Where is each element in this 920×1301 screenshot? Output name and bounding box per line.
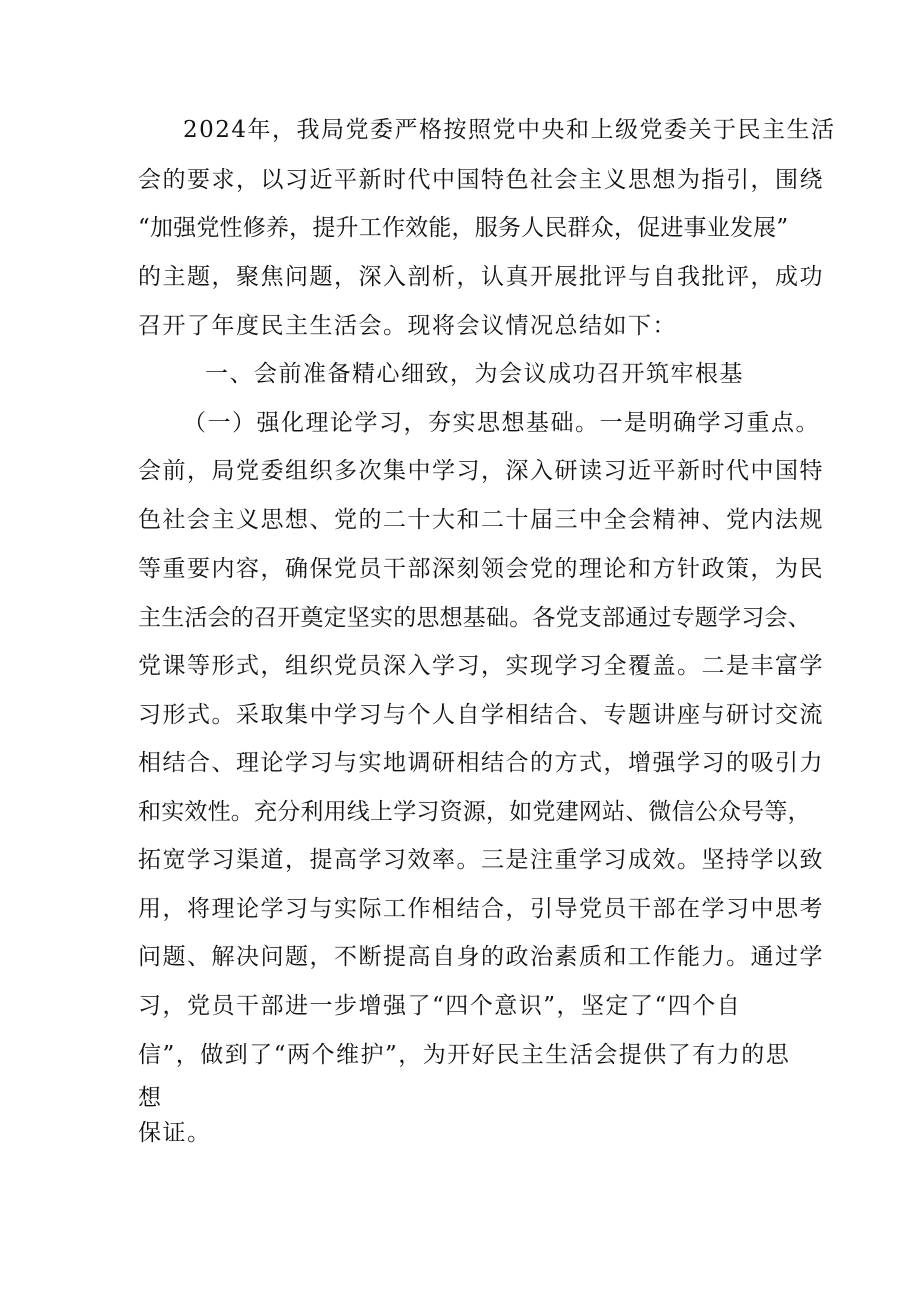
paragraph-body-line-11: 用，将理论学习与实际工作相结合，引导党员干部在学习中思考	[138, 896, 824, 922]
paragraph-body-line-4: 等重要内容，确保党员干部深刻领会党的理论和方针政策，为民	[138, 556, 824, 582]
paragraph-body-line-12: 问题、解决问题，不断提高自身的政治素质和工作能力。通过学	[138, 944, 824, 970]
paragraph-body-line-16: 保证。	[138, 1120, 212, 1146]
paragraph-intro-line-2: 会的要求，以习近平新时代中国特色社会主义思想为指引，围绕	[138, 167, 824, 193]
paragraph-body-line-8: 相结合、理论学习与实地调研相结合的方式，增强学习的吸引力	[138, 750, 824, 776]
paragraph-body-line-2: 会前，局党委组织多次集中学习，深入研读习近平新时代中国特	[138, 458, 824, 484]
section-heading: 一、会前准备精心细致，为会议成功召开筑牢根基	[205, 361, 744, 387]
paragraph-body-line-3: 色社会主义思想、党的二十大和二十届三中全会精神、党内法规	[138, 507, 824, 533]
paragraph-body-line-7: 习形式。采取集中学习与个人自学相结合、专题讲座与研讨交流	[138, 702, 824, 728]
paragraph-intro-line-3: “加强党性修养，提升工作效能，服务人民群众，促进事业发展”	[138, 215, 789, 241]
paragraph-body-line-9: 和实效性。充分利用线上学习资源，如党建网站、微信公众号等，	[138, 799, 811, 825]
paragraph-body-line-1: （一）强化理论学习，夯实思想基础。一是明确学习重点。	[183, 410, 820, 436]
paragraph-body-line-5: 主生活会的召开奠定坚实的思想基础。各党支部通过专题学习会、	[138, 605, 811, 631]
paragraph-intro-line-4: 的主题，聚焦问题，深入剖析，认真开展批评与自我批评，成功	[138, 264, 824, 290]
paragraph-body-line-13: 习，党员干部进一步增强了“四个意识”，坚定了“四个自	[138, 993, 742, 1019]
paragraph-intro-line-1: 2024年，我局党委严格按照党中央和上级党委关于民主生活	[183, 117, 836, 143]
paragraph-body-line-6: 党课等形式，组织党员深入学习，实现学习全覆盖。二是丰富学	[138, 653, 824, 679]
paragraph-intro-line-5: 召开了年度民主生活会。现将会议情况总结如下：	[138, 313, 677, 339]
paragraph-body-line-10: 拓宽学习渠道，提高学习效率。三是注重学习成效。坚持学以致	[138, 847, 824, 873]
paragraph-body-line-15: 想	[138, 1085, 163, 1111]
paragraph-body-line-14: 信”，做到了“两个维护”，为开好民主生活会提供了有力的思	[138, 1042, 791, 1068]
